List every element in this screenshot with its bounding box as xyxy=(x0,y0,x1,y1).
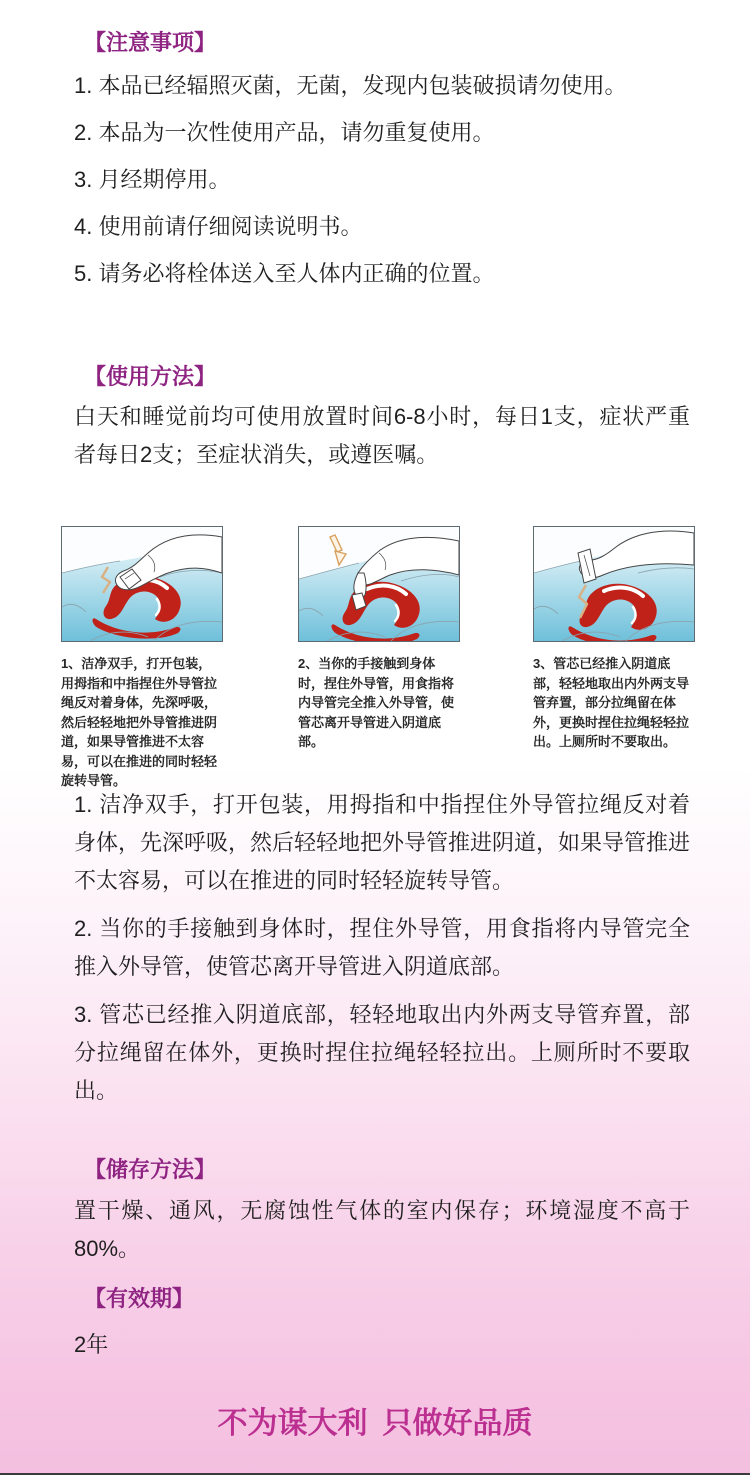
usage-step-1: 1. 洁净双手，打开包装，用拇指和中指捏住外导管拉绳反对着身体，先深呼吸，然后轻轻地把外导管推进阴道，如果导管推进不太容易，可以在推进的同时轻轻旋转导管。 xyxy=(74,792,691,893)
usage-steps xyxy=(74,786,690,1120)
figure-step-2 xyxy=(298,526,460,752)
expiry-section-title: 【有效期】 xyxy=(84,1286,195,1311)
notice-item: 1. 本品已经辐照灭菌，无菌，发现内包装破损请勿使用。 xyxy=(74,73,627,98)
step3-illustration xyxy=(533,526,695,642)
usage-step-3: 3. 管芯已经推入阴道底部，轻轻地取出内外两支导管弃置，部分拉绳留在体外，更换时捏住拉绳轻轻拉出。上厕所时不要取出。 xyxy=(74,1002,690,1103)
notice-list xyxy=(74,62,714,297)
usage-intro-text: 白天和睡觉前均可使用放置时间6-8小时，每日1支，症状严重者每日2支；至症状消失，或遵医嘱。 xyxy=(74,404,690,467)
usage-section-title: 【使用方法】 xyxy=(84,364,217,389)
step3-caption: 3、管芯已经推入阴道底部，轻轻地取出内外两支导管弃置，部分拉绳留在体外，更换时捏住拉绳轻轻拉出。上厕所时不要取出。 xyxy=(533,656,690,749)
step1-illustration xyxy=(61,526,223,642)
notice-section-title: 【注意事项】 xyxy=(84,30,217,55)
removal-diagram-icon xyxy=(534,527,694,641)
usage-figures-row xyxy=(0,526,750,786)
expiry-value: 2年 xyxy=(74,1332,109,1357)
insertion-diagram-icon xyxy=(62,527,222,641)
figure-step-3 xyxy=(533,526,695,752)
notice-item: 3. 月经期停用。 xyxy=(74,167,231,192)
notice-item: 4. 使用前请仔细阅读说明书。 xyxy=(74,214,363,239)
storage-section-title: 【储存方法】 xyxy=(84,1157,217,1182)
notice-item: 5. 请务必将栓体送入至人体内正确的位置。 xyxy=(74,261,495,286)
push-diagram-icon xyxy=(299,527,459,641)
footer-slogan: 不为谋大利 只做好品质 xyxy=(217,1407,533,1440)
notice-item: 2. 本品为一次性使用产品，请勿重复使用。 xyxy=(74,120,495,145)
step2-illustration xyxy=(298,526,460,642)
step1-caption: 1、洁净双手，打开包装，用拇指和中指捏住外导管拉绳反对着身体，先深呼吸，然后轻轻地把外导管推进阴道，如果导管推进不太容易，可以在推进的同时轻轻旋转导管。 xyxy=(61,656,218,788)
figure-step-1 xyxy=(61,526,223,791)
usage-step-2: 2. 当你的手接触到身体时，捏住外导管，用食指将内导管完全推入外导管，使管芯离开导管进入阴道底部。 xyxy=(74,916,690,979)
step2-caption: 2、当你的手接触到身体时，捏住外导管，用食指将内导管完全推入外导管，使管芯离开导管进入阴道底部。 xyxy=(298,656,455,749)
storage-text: 置干燥、通风，无腐蚀性气体的室内保存；环境湿度不高于80%。 xyxy=(74,1198,690,1261)
